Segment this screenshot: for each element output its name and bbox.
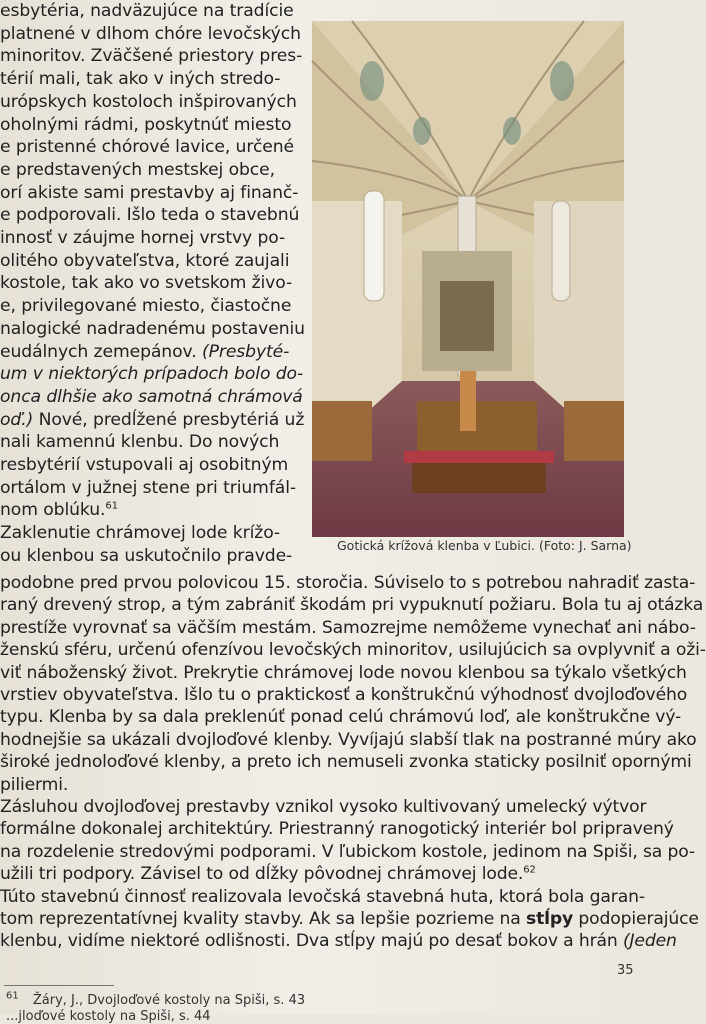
column_lines-line <box>0 136 294 159</box>
full_lines-pre: klenbu, vidíme niektoré odlišnosti. Dva stĺpy majú po desať bokov a hrán <box>0 931 623 952</box>
column_lines-pre: ou klenbou sa uskutočnilo pravde- <box>0 545 293 566</box>
column_lines-pre: nali kamennú klenbu. Do nových <box>0 432 280 453</box>
full_lines-line <box>0 751 692 773</box>
full_lines-line <box>0 594 703 616</box>
column_lines-pre: platnené v dlhom chóre levočských <box>0 23 301 44</box>
page-number: 35 <box>617 963 634 978</box>
full_lines-post: podopierajúce <box>573 909 699 929</box>
column_lines-line <box>0 454 288 477</box>
footnote-rule <box>4 985 114 986</box>
footnote-text: ...jloďové kostoly na Spiši, s. 44 <box>6 1009 211 1024</box>
column_lines-pre: oholnými rádmi, poskytnúť miesto <box>0 114 292 135</box>
full_lines-pre: široké jednoloďové klenby, a preto ich nemuseli zvonka staticky posilniť opornými <box>0 752 692 773</box>
footnote-61 <box>6 990 306 1008</box>
column_lines-pre: esbytéria, nadväzujúce na tradície <box>0 1 294 21</box>
full_lines-line <box>0 774 68 796</box>
footnote-text: Žáry, J., Dvojloďové kostoly na Spiši, s. 43 <box>32 993 306 1008</box>
full_lines-pre: vrstiev obyvateľstva. Išlo tu o praktickosť a konštrukčnú výhodnosť dvojloďového <box>0 685 688 705</box>
full_lines-pre: hodnejšie sa ukázali dvojloďové klenby. Vyvíjajú slabší tlak na postranné múry ako <box>0 729 697 750</box>
full_lines-pre: typu. Klenba by sa dala preklenúť ponad celú chrámovú loď, ale konštrukčne vý- <box>0 707 682 728</box>
footnote-62 <box>6 1009 211 1024</box>
full_lines-pre: piliermi. <box>0 774 69 795</box>
full_lines-line <box>0 706 681 728</box>
figure-caption: Gotická krížová klenba v Ľubici. (Foto: J. Sarna) <box>337 538 632 553</box>
column_lines-line <box>0 409 304 432</box>
column_lines-pre: orí akiste sami prestavby aj finanč- <box>0 182 299 203</box>
full_lines-line <box>0 796 646 818</box>
full_lines-line <box>0 908 699 930</box>
column_lines-line <box>0 23 301 46</box>
column_lines-pre: e podporovali. Išlo teda o stavebnú <box>0 205 300 226</box>
column_lines-post: Nové, predĺžené presbytériá už <box>33 409 305 430</box>
church-interior-photo <box>312 21 624 537</box>
column_lines-pre: e, privilegované miesto, čiastočne <box>0 296 292 317</box>
full_lines-pre: viť náboženský život. Prekrytie chrámovej lode novou klenbou sa týkalo všetkých <box>0 662 687 683</box>
column_lines-it: onca dlhšie ako samotná chrámová <box>0 386 303 407</box>
column_lines-line <box>0 522 280 545</box>
column_lines-pre: urópskych kostoloch inšpirovaných <box>0 91 297 112</box>
full_lines-line <box>0 729 697 751</box>
column_lines-line <box>0 272 292 295</box>
full_lines-pre: na rozdelenie stredovými podporami. V ľubickom kostole, jedinom na Spiši, sa po- <box>0 841 695 862</box>
column_lines-line <box>0 114 291 137</box>
full_lines-line <box>0 639 706 661</box>
column_lines-line <box>0 318 305 341</box>
column_lines-pre: e pristenné chórové lavice, určené <box>0 137 295 158</box>
full_lines-line <box>0 662 687 684</box>
column_lines-line <box>0 91 297 114</box>
column_lines-line <box>0 182 298 205</box>
column_lines-it: oď.) <box>0 409 34 430</box>
column_lines-pre: kostole, tak ako vo svetskom živo- <box>0 273 293 294</box>
column_lines-pre: eudálnych zemepánov. <box>0 341 202 362</box>
column_lines-pre: ortálom v južnej stene pri triumfál- <box>0 477 296 498</box>
column_lines-line <box>0 45 302 68</box>
column_lines-line <box>0 386 303 409</box>
full_lines-line <box>0 572 695 594</box>
full_lines-pre: raný drevený strop, a tým zabrániť škodám pri vypuknutí požiaru. Bola tu aj otázka <box>0 595 704 616</box>
column_lines-line <box>0 341 289 364</box>
column_lines-pre: resbytérií vstupovali aj osobitným <box>0 455 289 475</box>
full_lines-pre: tom reprezentatívnej kvality stavby. Ak sa lepšie pozrieme na <box>0 909 526 929</box>
column_lines-pre: innosť v záujme hornej vrstvy po- <box>0 228 286 248</box>
full_lines-it: (Jeden <box>622 931 677 952</box>
column_lines-line <box>0 68 280 91</box>
column_lines-pre: minoritov. Zväčšené priestory pres- <box>0 46 303 67</box>
full_lines-line <box>0 841 695 863</box>
full_lines-pre: Zásluhou dvojloďovej prestavby vznikol vysoko kultivovaný umelecký výtvor <box>0 797 647 817</box>
full_lines-sup: 62 <box>523 864 536 876</box>
column_lines-pre: nalogické nadradenému postaveniu <box>0 318 305 339</box>
column_lines-pre: e predstavených mestskej obce, <box>0 159 275 180</box>
full_lines-pre: formálne dokonalej architektúry. Priestranný ranogotický interiér bol pripravený <box>0 819 674 840</box>
column_lines-pre: olitého obyvateľstva, ktoré zaujali <box>0 250 290 271</box>
column_lines-line <box>0 499 118 522</box>
column_lines-line <box>0 545 292 568</box>
column_lines-sup: 61 <box>105 500 118 512</box>
column_lines-it: (Presbyté- <box>201 341 290 362</box>
column_lines-it: um v niektorých prípadoch bolo do- <box>0 364 304 385</box>
full_lines-pre: Túto stavebnú činnosť realizovala levočská stavebná huta, ktorá bola garan- <box>0 886 645 907</box>
full_lines-pre: ženskú sféru, určenú ofenzívou levočských minoritov, usilujúcich sa ovplyvniť a oži- <box>0 640 706 661</box>
full_lines-pre: podobne pred prvou polovicou 15. storočia. Súviselo to s potrebou nahradiť zasta- <box>0 573 696 593</box>
column_lines-line <box>0 159 275 182</box>
church-vault-illustration <box>312 21 624 537</box>
column_lines-line <box>0 477 296 500</box>
full_lines-line <box>0 886 645 908</box>
column_lines-line <box>0 295 291 318</box>
full_lines-line <box>0 863 536 885</box>
column_lines-line <box>0 204 299 227</box>
column_lines-pre: Zaklenutie chrámovej lode krížo- <box>0 523 281 544</box>
column_lines-line <box>0 431 279 454</box>
full_lines-pre: užili tri podpory. Závisel to od dĺžky pôvodnej chrámovej lode. <box>0 864 524 885</box>
full_lines-line <box>0 930 677 952</box>
column_lines-pre: térií mali, tak ako v iných stredo- <box>0 69 281 90</box>
footnote-number: 61 <box>6 990 19 1002</box>
full_lines-line <box>0 818 674 840</box>
full_lines-line <box>0 684 687 706</box>
column_lines-line <box>0 0 294 23</box>
full_lines-pre: prestíže vyrovnať sa väčším mestám. Samozrejme nemôžeme vynechať ani nábo- <box>0 617 696 638</box>
full_lines-b: stĺpy <box>525 909 574 929</box>
column_lines-line <box>0 227 285 250</box>
column_lines-line <box>0 250 289 273</box>
column_lines-pre: nom oblúku. <box>0 500 106 521</box>
column_lines-line <box>0 363 303 386</box>
full_lines-line <box>0 617 696 639</box>
